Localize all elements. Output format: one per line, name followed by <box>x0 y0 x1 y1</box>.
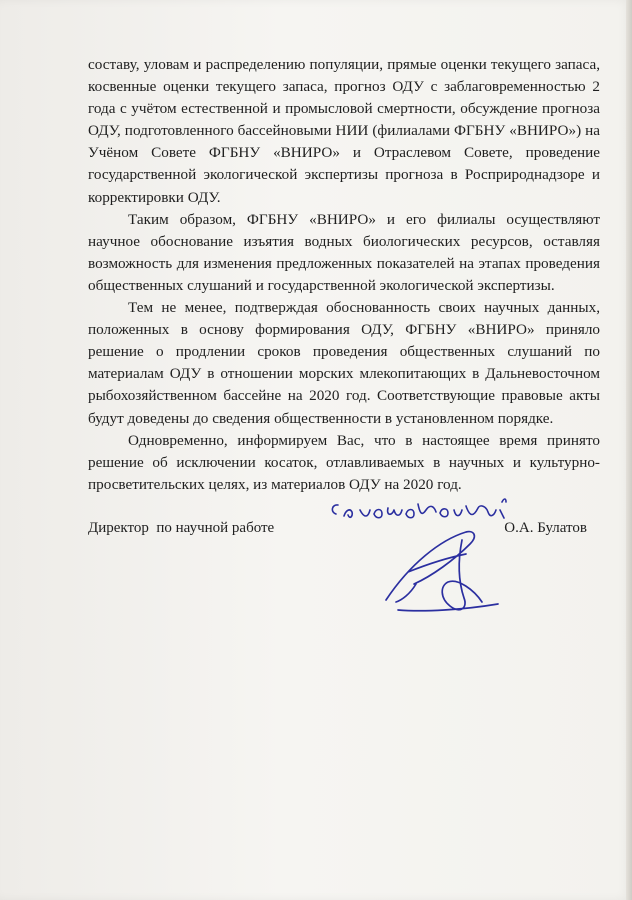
signatory-title: Директор по научной работе <box>88 520 275 536</box>
signatory-name: О.А. Булатов <box>504 520 587 536</box>
paragraph-4: Одновременно, информируем Вас, что в настоящее время принято решение об исключении косаток, отлавливаемых в научных и культурно-просветительских целях, из материалов ОДУ на 2020 год. <box>88 431 600 493</box>
signature-block <box>88 520 600 640</box>
page-edge <box>626 0 632 900</box>
paragraph-2: Таким образом, ФГБНУ «ВНИРО» и его филиалы осуществляют научное обоснование изъятия водных биологических ресурсов, оставляя возможность для изменения предложенных показателей на этапах проведения общественных слушаний и государственной экологической экспертизы. <box>88 210 600 294</box>
paragraph-1: составу, уловам и распределению популяции, прямые оценки текущего запаса, косвенные оценки текущего запаса, прогноз ОДУ с заблаговременностью 2 года с учётом естественной и промысловой смертности, обсуждение прогноза ОДУ, подготовленного бассейновыми НИИ (филиалами ФГБНУ «ВНИРО») на Учёном Совете ФГБНУ «ВНИРО» и Отраслевом Совете, проведение государственной экологической экспертизы прогноза в Росприроднадзоре и корректировки ОДУ. <box>88 56 600 206</box>
handwritten-signature <box>374 520 514 620</box>
letter-body <box>88 54 600 496</box>
paragraph-3: Тем не менее, подтверждая обоснованность своих научных данных, положенных в основу формирования ОДУ, ФГБНУ «ВНИРО» приняло решение о продлении сроков проведения общественных слушаний по материалам ОДУ в отношении морских млекопитающих в Дальневосточном рыбохозяйственном бассейне на 2020 год. Соответствующие правовые акты будут доведены до сведения общественности в установленном порядке. <box>88 299 600 427</box>
